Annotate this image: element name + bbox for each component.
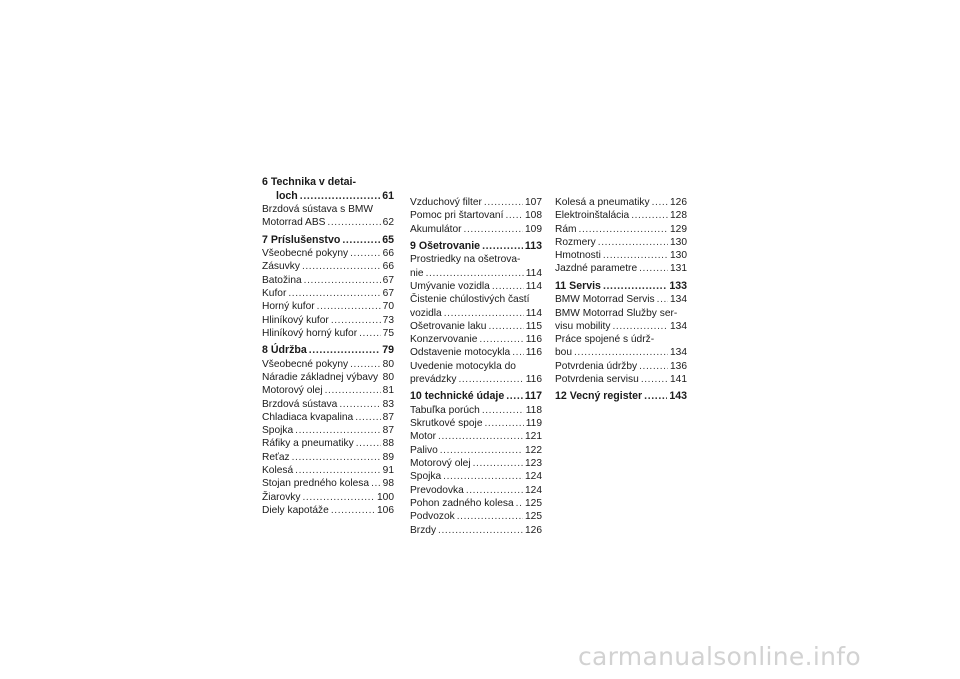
toc-entry-title: Všeobecné pokyny bbox=[262, 358, 349, 370]
page-number: 89 bbox=[382, 451, 394, 463]
leader-dots bbox=[603, 280, 667, 294]
toc-entry[interactable] bbox=[262, 437, 394, 450]
page-number: 115 bbox=[525, 320, 542, 332]
toc-entry[interactable] bbox=[262, 504, 394, 517]
leader-dots bbox=[644, 390, 667, 404]
toc-entry-line1: Prostriedky na ošetrova- bbox=[410, 254, 521, 266]
leader-dots bbox=[350, 247, 381, 260]
watermark: carmanualsonline.info bbox=[578, 642, 861, 671]
toc-entry-title: Hliníkový kufor bbox=[262, 314, 329, 326]
toc-entry-title: Jazdné parametre bbox=[555, 263, 638, 275]
toc-entry[interactable] bbox=[262, 300, 394, 313]
leader-dots bbox=[295, 424, 381, 437]
page-number: 143 bbox=[669, 390, 687, 403]
toc-entry[interactable] bbox=[410, 373, 542, 386]
leader-dots bbox=[458, 373, 523, 386]
toc-column-2 bbox=[410, 196, 542, 537]
toc-entry[interactable] bbox=[555, 209, 687, 222]
toc-entry[interactable] bbox=[410, 346, 542, 359]
toc-entry-title: Podvozok bbox=[410, 511, 455, 523]
toc-entry[interactable] bbox=[262, 247, 394, 260]
page-number: 124 bbox=[525, 471, 542, 483]
page-number: 128 bbox=[670, 210, 687, 222]
toc-entry-title: Všeobecné pokyny bbox=[262, 248, 349, 260]
leader-dots bbox=[657, 293, 668, 306]
leader-dots bbox=[444, 307, 524, 320]
toc-entry-title: vozidla bbox=[410, 307, 442, 319]
toc-heading-title: 7 Príslušenstvo bbox=[262, 233, 341, 246]
page-number: 67 bbox=[382, 274, 394, 286]
leader-dots bbox=[641, 373, 668, 386]
leader-dots bbox=[380, 371, 381, 384]
toc-entry-title: BMW Motorrad Servis bbox=[555, 294, 655, 306]
toc-heading-8[interactable] bbox=[262, 344, 394, 358]
toc-entry-title: Spojka bbox=[410, 471, 442, 483]
toc-entry[interactable] bbox=[262, 287, 394, 300]
toc-entry[interactable] bbox=[410, 417, 542, 430]
leader-dots bbox=[327, 216, 380, 229]
leader-dots bbox=[484, 417, 523, 430]
toc-entry-title: Konzervovanie bbox=[410, 334, 478, 346]
leader-dots bbox=[325, 384, 381, 397]
page-number: 61 bbox=[382, 189, 394, 202]
toc-entry-title: nie bbox=[410, 267, 424, 279]
toc-entry-title: Elektroinštalácia bbox=[555, 210, 630, 222]
leader-dots bbox=[631, 209, 668, 222]
page-number: 87 bbox=[382, 411, 394, 423]
page-number: 62 bbox=[382, 217, 394, 229]
leader-dots bbox=[512, 346, 524, 359]
toc-heading-title: 8 Údržba bbox=[262, 344, 307, 357]
leader-dots bbox=[466, 484, 523, 497]
leader-dots bbox=[355, 411, 380, 424]
toc-entry-title: bou bbox=[555, 347, 572, 359]
page-number: 87 bbox=[382, 425, 394, 437]
page-number: 70 bbox=[382, 301, 394, 313]
leader-dots bbox=[652, 196, 668, 209]
toc-heading-7[interactable] bbox=[262, 234, 394, 248]
page-number: 66 bbox=[382, 261, 394, 273]
toc-entry-title: Hliníkový horný kufor bbox=[262, 327, 358, 339]
leader-dots bbox=[639, 360, 668, 373]
leader-dots bbox=[317, 300, 381, 313]
toc-column-3 bbox=[555, 196, 687, 404]
leader-dots bbox=[579, 223, 668, 236]
toc-entry[interactable] bbox=[555, 320, 687, 333]
toc-entry-title: Skrutkové spoje bbox=[410, 418, 483, 430]
toc-entry[interactable] bbox=[410, 524, 542, 537]
leader-dots bbox=[438, 430, 523, 443]
leader-dots bbox=[288, 287, 380, 300]
leader-dots bbox=[295, 464, 381, 477]
leader-dots bbox=[302, 260, 381, 273]
leader-dots bbox=[359, 327, 381, 340]
toc-entry-line1: Brzdová sústava s BMW bbox=[262, 204, 373, 215]
toc-entry[interactable] bbox=[410, 444, 542, 457]
toc-entry[interactable] bbox=[410, 470, 542, 483]
toc-entry-title: Tabuľka porúch bbox=[410, 404, 480, 416]
leader-dots bbox=[574, 346, 668, 359]
leader-dots bbox=[331, 314, 381, 327]
leader-dots bbox=[639, 262, 668, 275]
toc-entry[interactable] bbox=[410, 430, 542, 443]
toc-entry-title: Náradie základnej výbavy bbox=[262, 371, 379, 383]
toc-entry[interactable] bbox=[410, 510, 542, 523]
toc-entry[interactable] bbox=[262, 398, 394, 411]
leader-dots bbox=[342, 234, 380, 248]
page-number: 126 bbox=[525, 524, 542, 536]
page-number: 136 bbox=[670, 360, 687, 372]
toc-entry-title: Batožina bbox=[262, 274, 302, 286]
toc-entry-title: Ošetrovanie laku bbox=[410, 320, 487, 332]
page-number: 119 bbox=[525, 418, 542, 430]
page-number: 116 bbox=[525, 334, 542, 346]
toc-entry[interactable] bbox=[410, 209, 542, 222]
page-number: 129 bbox=[670, 223, 687, 235]
toc-entry-line1: Uvedenie motocykla do bbox=[410, 360, 516, 372]
toc-entry-title: Kufor bbox=[262, 287, 287, 299]
toc-heading-6-line1: 6 Technika v detai- bbox=[262, 176, 357, 188]
toc-entry[interactable] bbox=[262, 314, 394, 327]
page-number: 117 bbox=[524, 390, 542, 403]
toc-heading-title: 10 technické údaje bbox=[410, 390, 505, 403]
leader-dots bbox=[482, 404, 524, 417]
page-number: 134 bbox=[670, 294, 687, 306]
toc-entry-title: Potvrdenia údržby bbox=[555, 360, 638, 372]
toc-entry-title: Motorový olej bbox=[410, 458, 471, 470]
page-number: 130 bbox=[670, 236, 687, 248]
page-number: 79 bbox=[382, 344, 394, 357]
toc-column-1 bbox=[262, 176, 394, 517]
page-number: 130 bbox=[670, 250, 687, 262]
page-number: 109 bbox=[525, 223, 542, 235]
toc-entry[interactable] bbox=[410, 404, 542, 417]
page-number: 67 bbox=[382, 287, 394, 299]
toc-entry[interactable] bbox=[262, 358, 394, 371]
toc-entry-title: Potvrdenia servisu bbox=[555, 374, 639, 386]
toc-entry-title: Chladiaca kvapalina bbox=[262, 411, 354, 423]
toc-heading-6[interactable] bbox=[262, 190, 394, 204]
toc-entry[interactable] bbox=[555, 236, 687, 249]
leader-dots bbox=[484, 196, 523, 209]
page-number: 125 bbox=[525, 497, 542, 509]
page-number: 133 bbox=[669, 279, 687, 292]
leader-dots bbox=[300, 190, 380, 204]
toc-entry-title: Akumulátor bbox=[410, 223, 462, 235]
toc-heading-12[interactable] bbox=[555, 390, 687, 404]
toc-entry[interactable] bbox=[555, 249, 687, 262]
page-number: 116 bbox=[525, 347, 542, 359]
toc-entry[interactable] bbox=[410, 457, 542, 470]
toc-entry[interactable] bbox=[410, 333, 542, 346]
toc-entry[interactable] bbox=[410, 280, 542, 293]
toc-entry-title: Diely kapotáže bbox=[262, 504, 329, 516]
toc-entry[interactable] bbox=[262, 477, 394, 490]
toc-entry[interactable] bbox=[262, 274, 394, 287]
toc-entry-title: Pomoc pri štartovaní bbox=[410, 210, 504, 222]
toc-entry-title: Rozmery bbox=[555, 236, 596, 248]
leader-dots bbox=[612, 320, 668, 333]
page-number: 80 bbox=[382, 371, 394, 383]
page-number: 114 bbox=[525, 280, 542, 292]
leader-dots bbox=[603, 249, 668, 262]
toc-entry-title: prevádzky bbox=[410, 374, 457, 386]
leader-dots bbox=[331, 504, 375, 517]
toc-entry[interactable] bbox=[410, 307, 542, 320]
leader-dots bbox=[516, 497, 523, 510]
toc-entry-title: Palivo bbox=[410, 444, 438, 456]
toc-entry[interactable] bbox=[262, 491, 394, 504]
toc-entry-line1: Čistenie chúlostivých častí bbox=[410, 294, 530, 306]
toc-entry-title: Zásuvky bbox=[262, 261, 300, 273]
toc-heading-6-title: loch bbox=[276, 189, 298, 202]
page-number: 114 bbox=[525, 267, 542, 279]
leader-dots bbox=[482, 240, 523, 254]
toc-entry[interactable] bbox=[262, 384, 394, 397]
leader-dots bbox=[598, 236, 668, 249]
page-number: 118 bbox=[525, 404, 542, 416]
toc-entry-title: Pohon zadného kolesa bbox=[410, 497, 514, 509]
page-number: 106 bbox=[377, 504, 394, 516]
toc-entry[interactable] bbox=[555, 223, 687, 236]
toc-entry[interactable] bbox=[410, 267, 542, 280]
toc-entry-title: Horný kufor bbox=[262, 301, 315, 313]
toc-entry[interactable] bbox=[410, 497, 542, 510]
toc-entry[interactable] bbox=[262, 464, 394, 477]
toc-entry[interactable] bbox=[262, 451, 394, 464]
toc-entry-title: Motor bbox=[410, 431, 437, 443]
toc-entry-title: Žiarovky bbox=[262, 491, 301, 503]
leader-dots bbox=[443, 470, 523, 483]
page-number: 124 bbox=[525, 484, 542, 496]
toc-entry[interactable] bbox=[410, 223, 542, 236]
page-number: 75 bbox=[382, 327, 394, 339]
page-number: 98 bbox=[382, 478, 394, 490]
page-number: 73 bbox=[382, 314, 394, 326]
page-number: 108 bbox=[525, 210, 542, 222]
toc-entry-title: Prevodovka bbox=[410, 484, 464, 496]
leader-dots bbox=[292, 451, 381, 464]
leader-dots bbox=[303, 491, 376, 504]
leader-dots bbox=[492, 280, 524, 293]
toc-entry-title: Kolesá bbox=[262, 465, 294, 477]
page-number: 121 bbox=[525, 431, 542, 443]
toc-entry-title: Reťaz bbox=[262, 451, 290, 463]
page-number: 114 bbox=[525, 307, 542, 319]
page-number: 88 bbox=[382, 438, 394, 450]
page-number: 123 bbox=[525, 458, 542, 470]
toc-entry[interactable] bbox=[262, 327, 394, 340]
page-number: 65 bbox=[382, 233, 394, 246]
toc-entry-title: Brzdy bbox=[410, 524, 437, 536]
toc-entry[interactable] bbox=[555, 360, 687, 373]
page-number: 141 bbox=[670, 374, 687, 386]
page-number: 80 bbox=[382, 358, 394, 370]
toc-entry[interactable] bbox=[262, 411, 394, 424]
leader-dots bbox=[457, 510, 523, 523]
leader-dots bbox=[438, 524, 523, 537]
page-number: 125 bbox=[525, 511, 542, 523]
toc-entry-title: Ráfiky a pneumatiky bbox=[262, 438, 354, 450]
toc-entry[interactable] bbox=[555, 196, 687, 209]
page-number: 131 bbox=[670, 263, 687, 275]
toc-entry[interactable] bbox=[555, 346, 687, 359]
toc-entry-title: visu mobility bbox=[555, 320, 611, 332]
leader-dots bbox=[505, 209, 523, 222]
leader-dots bbox=[506, 390, 523, 404]
toc-entry[interactable] bbox=[262, 260, 394, 273]
toc-entry-title: Stojan predného kolesa bbox=[262, 478, 370, 490]
page-number: 100 bbox=[377, 491, 394, 503]
toc-entry-line1: Práce spojené s údrž- bbox=[555, 334, 655, 346]
toc-entry[interactable] bbox=[555, 373, 687, 386]
leader-dots bbox=[304, 274, 381, 287]
page-number: 66 bbox=[382, 248, 394, 260]
leader-dots bbox=[440, 444, 523, 457]
toc-heading-title: 12 Vecný register bbox=[555, 390, 643, 403]
toc-heading-title: 11 Servis bbox=[555, 279, 601, 292]
page-number: 91 bbox=[382, 465, 394, 477]
leader-dots bbox=[488, 320, 523, 333]
page-number: 122 bbox=[525, 444, 542, 456]
toc-entry-title: Spojka bbox=[262, 425, 294, 437]
toc-entry-title: Motorový olej bbox=[262, 385, 323, 397]
leader-dots bbox=[426, 267, 524, 280]
toc-entry[interactable] bbox=[555, 293, 687, 306]
toc-entry[interactable] bbox=[262, 371, 394, 384]
toc-entry-title: Umývanie vozidla bbox=[410, 280, 490, 292]
leader-dots bbox=[473, 457, 523, 470]
toc-entry[interactable] bbox=[410, 484, 542, 497]
leader-dots bbox=[464, 223, 523, 236]
toc-entry[interactable] bbox=[410, 320, 542, 333]
toc-entry-line1: BMW Motorrad Služby ser- bbox=[555, 307, 678, 319]
page-number: 126 bbox=[670, 197, 687, 208]
page-number: 83 bbox=[382, 398, 394, 410]
toc-entry-title: Brzdová sústava bbox=[262, 398, 338, 410]
toc-entry-title: Rám bbox=[555, 223, 577, 235]
leader-dots bbox=[309, 344, 380, 358]
page-number: 134 bbox=[670, 347, 687, 359]
leader-dots bbox=[350, 358, 381, 371]
leader-dots bbox=[356, 437, 381, 450]
leader-dots bbox=[371, 477, 381, 490]
page-number: 107 bbox=[525, 197, 542, 208]
toc-heading-title: 9 Ošetrovanie bbox=[410, 239, 481, 252]
toc-entry[interactable] bbox=[410, 196, 542, 209]
toc-entry-title: Hmotnosti bbox=[555, 250, 601, 262]
page-number: 113 bbox=[524, 239, 542, 252]
toc-entry-title: Odstavenie motocykla bbox=[410, 347, 511, 359]
toc-entry-title: Kolesá a pneumatiky bbox=[555, 197, 650, 208]
leader-dots bbox=[479, 333, 523, 346]
page-number: 116 bbox=[525, 374, 542, 386]
toc-entry[interactable] bbox=[262, 424, 394, 437]
toc-heading-11[interactable] bbox=[555, 280, 687, 294]
toc-entry-title: Motorrad ABS bbox=[262, 217, 326, 229]
page-number: 134 bbox=[670, 320, 687, 332]
toc-heading-10[interactable] bbox=[410, 390, 542, 404]
page-number: 81 bbox=[382, 385, 394, 397]
toc-entry-title: Vzduchový filter bbox=[410, 197, 482, 208]
toc-heading-9[interactable] bbox=[410, 240, 542, 254]
toc-entry[interactable] bbox=[262, 216, 394, 229]
leader-dots bbox=[339, 398, 380, 411]
toc-entry[interactable] bbox=[555, 262, 687, 275]
